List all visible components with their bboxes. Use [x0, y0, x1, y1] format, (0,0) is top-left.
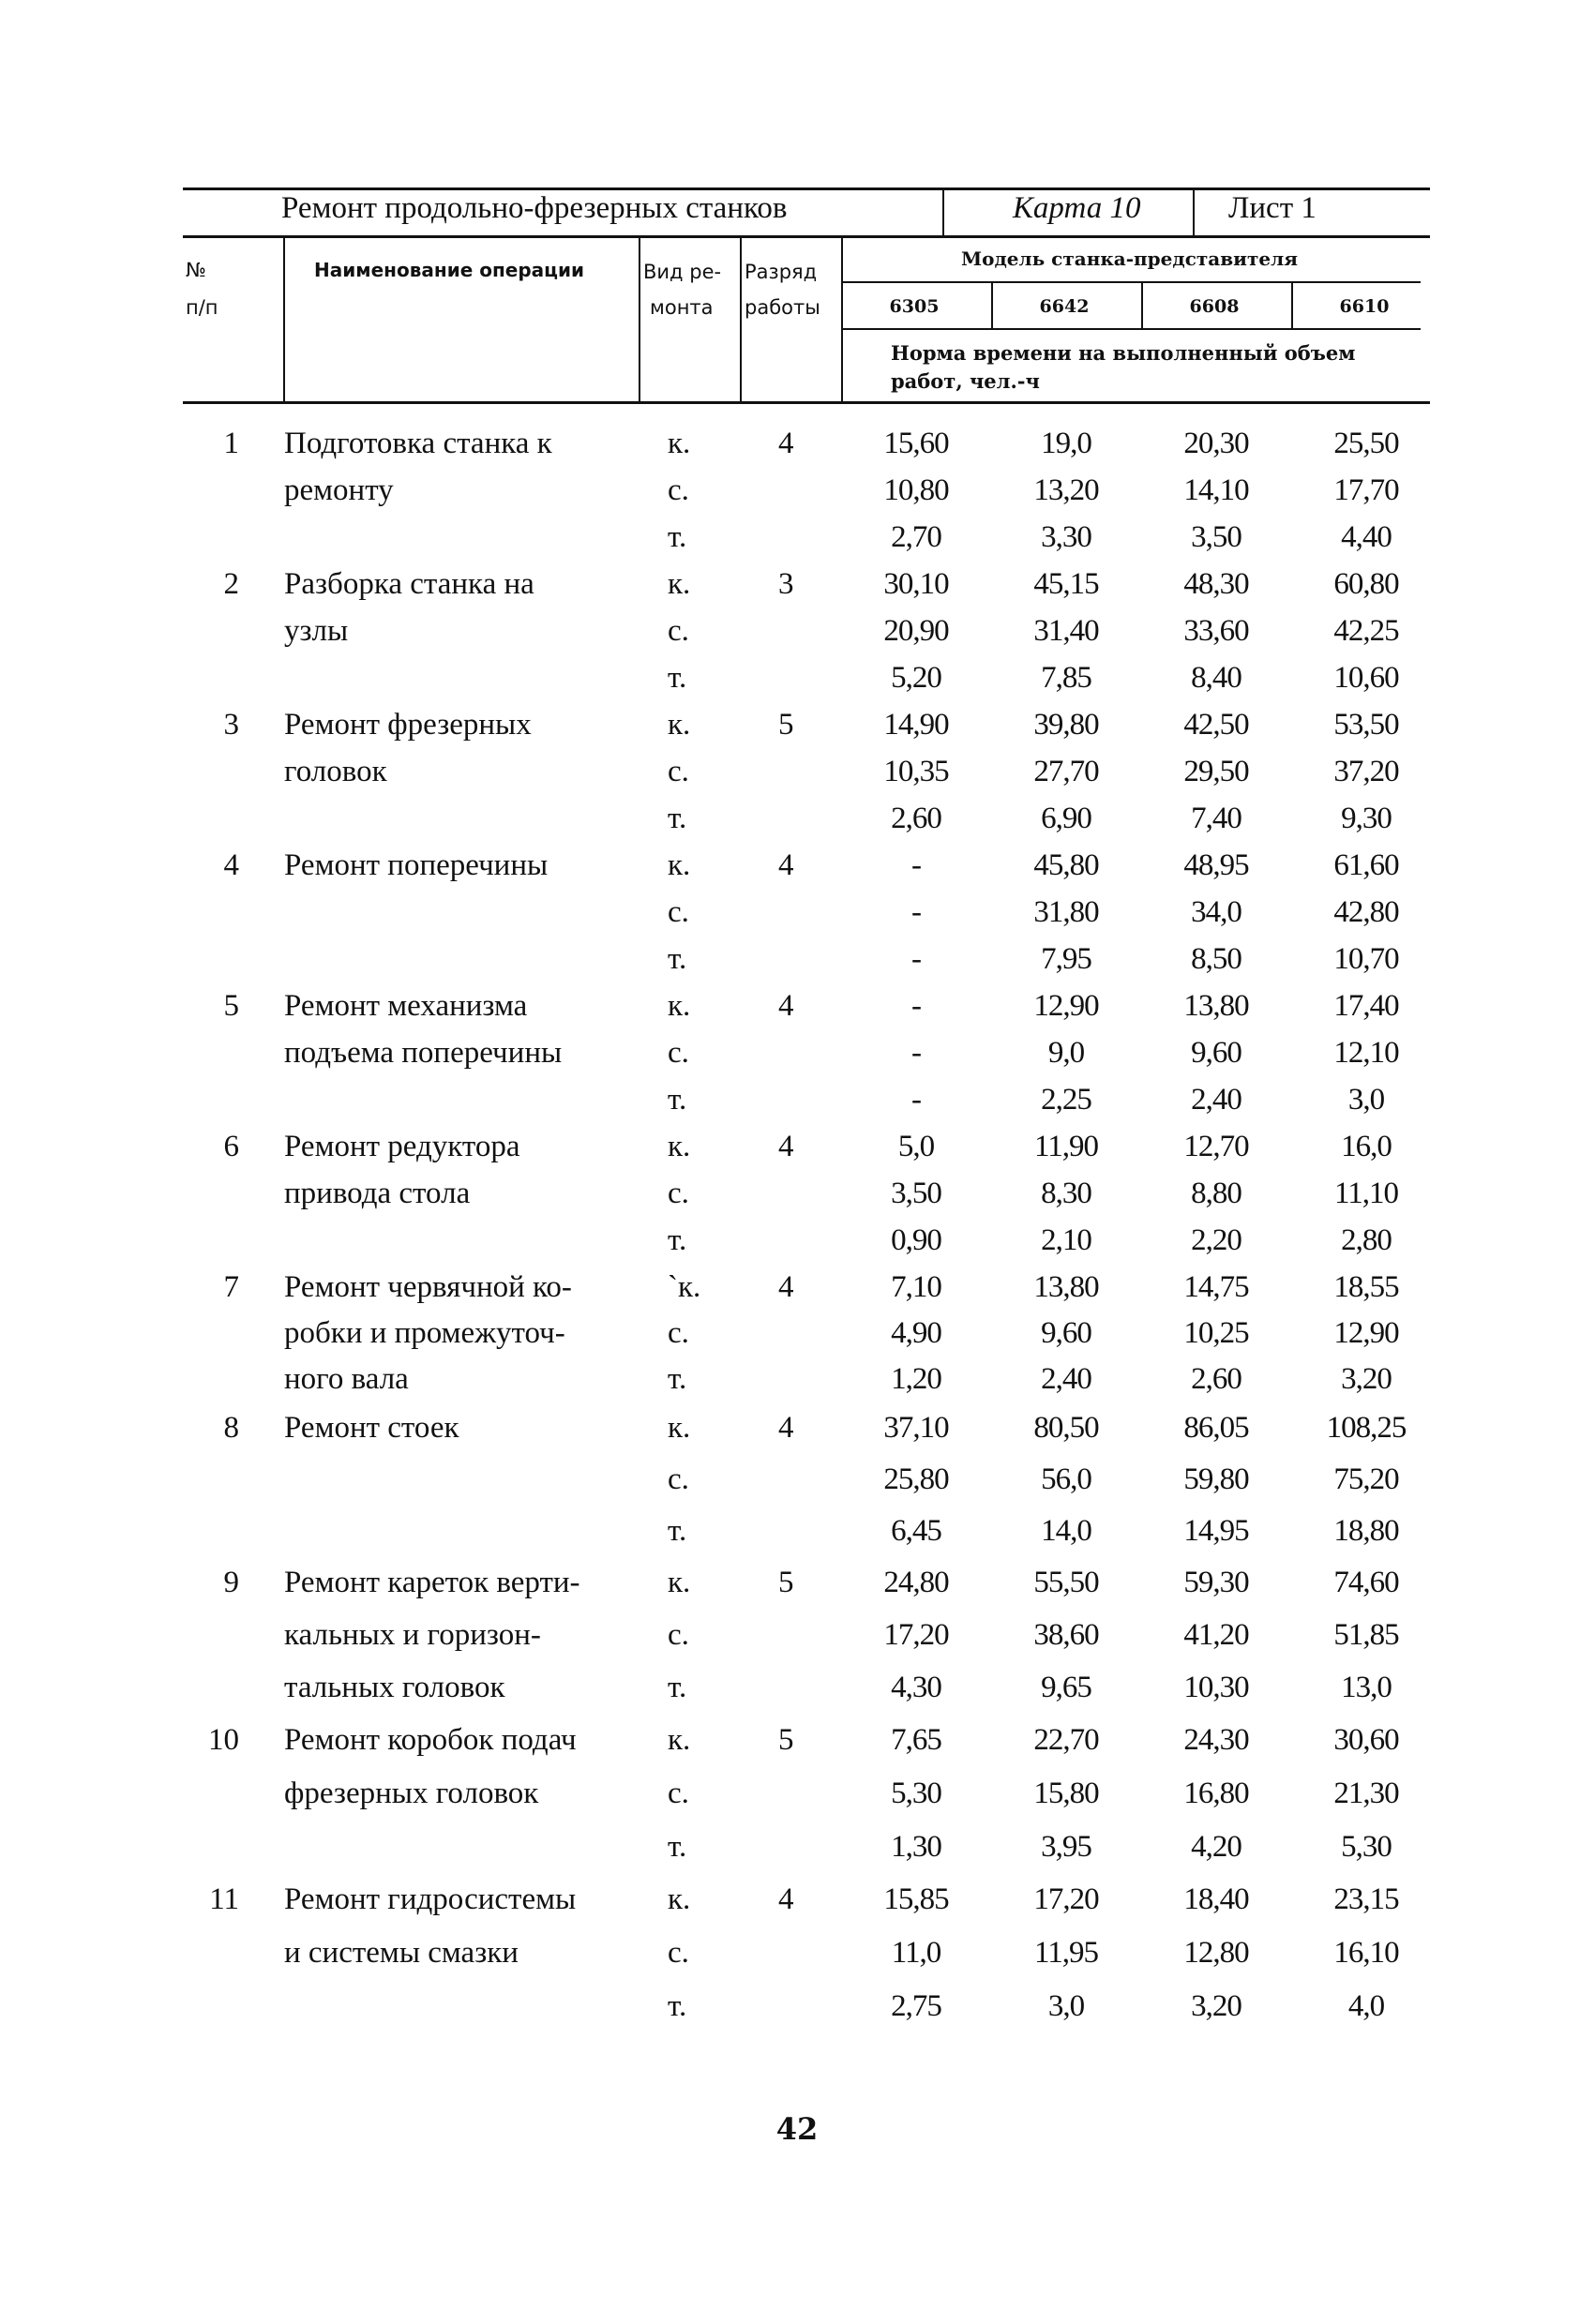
norm-value: 9,30 [1341, 802, 1392, 835]
norm-value: 59,30 [1183, 1566, 1249, 1599]
norm-value: 8,40 [1191, 661, 1241, 695]
norm-value: 10,70 [1333, 942, 1399, 976]
repair-kind: т. [668, 942, 687, 976]
row-number: 3 [223, 708, 239, 742]
norm-value: 15,80 [1033, 1777, 1099, 1810]
header-divider-kind [639, 235, 640, 402]
repair-kind: т. [668, 802, 687, 835]
col-operation-header: Наименование операции [314, 259, 585, 281]
norm-value: - [911, 895, 921, 929]
norm-value: 48,30 [1183, 567, 1249, 601]
norm-value: 24,30 [1183, 1723, 1249, 1757]
header-divider-models [841, 235, 843, 402]
norm-value: 4,0 [1347, 1989, 1385, 2023]
norm-value: 7,65 [891, 1723, 941, 1757]
operation-name-line: робки и промежуточ- [284, 1316, 565, 1350]
norm-value: 2,60 [1191, 1362, 1241, 1396]
row-grade: 4 [778, 427, 794, 460]
norm-value: 86,05 [1183, 1411, 1249, 1445]
norm-value: 11,10 [1333, 1177, 1399, 1210]
repair-kind: с. [668, 614, 689, 648]
repair-kind: т. [668, 1671, 687, 1704]
norm-value: 2,40 [1191, 1083, 1241, 1117]
norm-value: 33,60 [1183, 614, 1249, 648]
row-grade: 5 [778, 1566, 794, 1599]
norm-value: 18,80 [1333, 1514, 1399, 1548]
norm-value: 53,50 [1333, 708, 1399, 742]
repair-kind: к. [668, 1882, 691, 1916]
norm-value: 10,80 [883, 473, 949, 507]
norm-value: 108,25 [1326, 1411, 1407, 1445]
model-divider-3 [1291, 281, 1293, 329]
norm-value: 21,30 [1333, 1777, 1399, 1810]
norm-value: 15,60 [883, 427, 949, 460]
norm-value: 16,10 [1333, 1936, 1399, 1970]
row-grade: 4 [778, 848, 794, 882]
repair-kind: т. [668, 1362, 687, 1396]
norm-value: 4,40 [1341, 520, 1392, 554]
model-values-line [841, 328, 1421, 330]
norm-value: 7,10 [891, 1270, 941, 1304]
norm-value: 51,85 [1333, 1618, 1399, 1652]
model-6608: 6608 [1189, 296, 1240, 317]
repair-kind: к. [668, 1723, 691, 1757]
norm-value: 74,60 [1333, 1566, 1399, 1599]
col-kind-header-1: Вид ре- [643, 261, 722, 283]
norm-value: 6,45 [891, 1514, 941, 1548]
repair-kind: к. [668, 848, 691, 882]
norm-value: 13,20 [1033, 473, 1099, 507]
norm-value: 4,30 [891, 1671, 941, 1704]
row-grade: 5 [778, 1723, 794, 1757]
row-number: 7 [223, 1270, 239, 1304]
norm-value: 17,40 [1333, 989, 1399, 1023]
operation-name-line: головок [284, 755, 387, 788]
norm-value: 4,20 [1191, 1830, 1241, 1864]
norm-value: 2,10 [1041, 1223, 1091, 1257]
norm-value: 16,80 [1183, 1777, 1249, 1810]
norm-value: 37,10 [883, 1411, 949, 1445]
norm-value: 27,70 [1033, 755, 1099, 788]
repair-kind: т. [668, 520, 687, 554]
norm-value: 23,15 [1333, 1882, 1399, 1916]
title-divider-card [942, 187, 944, 236]
norm-value: 7,95 [1041, 942, 1091, 976]
norm-value: 61,60 [1333, 848, 1399, 882]
norm-value: 42,25 [1333, 614, 1399, 648]
norm-value: 17,20 [883, 1618, 949, 1652]
norm-value: 3,50 [891, 1177, 941, 1210]
repair-kind: к. [668, 567, 691, 601]
norm-value: 20,90 [883, 614, 949, 648]
norm-value: 7,40 [1191, 802, 1241, 835]
norm-value: 12,70 [1183, 1130, 1249, 1163]
norm-value: 59,80 [1183, 1462, 1249, 1496]
repair-kind: с. [668, 1777, 689, 1810]
row-number: 4 [223, 848, 239, 882]
row-grade: 4 [778, 1270, 794, 1304]
norm-value: 34,0 [1191, 895, 1241, 929]
operation-name-line: ремонту [284, 473, 394, 507]
operation-name-line: тальных головок [284, 1671, 505, 1704]
repair-kind: т. [668, 1223, 687, 1257]
norm-value: 2,40 [1041, 1362, 1091, 1396]
norm-value: 11,90 [1033, 1130, 1099, 1163]
norm-value: 5,20 [891, 661, 941, 695]
norm-value: 14,10 [1183, 473, 1249, 507]
norm-header-2: работ, чел.-ч [891, 369, 1040, 393]
row-number: 11 [209, 1882, 239, 1916]
norm-value: 14,75 [1183, 1270, 1249, 1304]
norm-value: 30,10 [883, 567, 949, 601]
norm-value: 0,90 [891, 1223, 941, 1257]
operation-name-line: подъема поперечины [284, 1036, 563, 1070]
norm-value: 17,20 [1033, 1882, 1099, 1916]
operation-name-line: Ремонт поперечины [284, 848, 549, 882]
norm-value: 6,90 [1041, 802, 1091, 835]
norm-value: - [911, 1036, 921, 1070]
repair-kind: т. [668, 1989, 687, 2023]
norm-value: - [911, 848, 921, 882]
repair-kind: к. [668, 708, 691, 742]
repair-kind: к. [668, 1566, 691, 1599]
operation-name-line: узлы [284, 614, 349, 648]
header-divider-left [283, 235, 285, 402]
norm-header-1: Норма времени на выполненный объем [891, 341, 1356, 365]
repair-kind: т. [668, 1083, 687, 1117]
model-6610: 6610 [1339, 296, 1390, 317]
norm-value: 30,60 [1333, 1723, 1399, 1757]
row-number: 8 [223, 1411, 239, 1445]
norm-value: 22,70 [1033, 1723, 1099, 1757]
document-title: Ремонт продольно-фрезерных станков [281, 191, 788, 225]
repair-kind: т. [668, 661, 687, 695]
col-grade-header-2: работы [745, 296, 820, 319]
operation-name-line: ного вала [284, 1362, 409, 1396]
norm-value: 42,80 [1333, 895, 1399, 929]
model-divider-1 [991, 281, 993, 329]
norm-value: 38,60 [1033, 1618, 1099, 1652]
norm-value: 11,95 [1033, 1936, 1099, 1970]
norm-value: - [911, 1083, 921, 1117]
norm-value: 3,0 [1047, 1989, 1085, 2023]
operation-name-line: Подготовка станка к [284, 427, 552, 460]
norm-value: 31,40 [1033, 614, 1099, 648]
norm-value: 10,35 [883, 755, 949, 788]
repair-kind: с. [668, 473, 689, 507]
norm-value: 2,80 [1341, 1223, 1392, 1257]
repair-kind: `к. [668, 1270, 701, 1304]
page-number: 42 [775, 2111, 819, 2147]
norm-value: 3,20 [1191, 1989, 1241, 2023]
norm-value: 1,20 [891, 1362, 941, 1396]
norm-value: 80,50 [1033, 1411, 1099, 1445]
repair-kind: с. [668, 755, 689, 788]
norm-value: 2,25 [1041, 1083, 1091, 1117]
norm-value: 3,95 [1041, 1830, 1091, 1864]
norm-value: 4,90 [891, 1316, 941, 1350]
norm-value: 25,50 [1333, 427, 1399, 460]
norm-value: 10,30 [1183, 1671, 1249, 1704]
norm-value: 14,90 [883, 708, 949, 742]
norm-value: 12,10 [1333, 1036, 1399, 1070]
operation-name-line: фрезерных головок [284, 1777, 539, 1810]
norm-value: 10,25 [1183, 1316, 1249, 1350]
row-grade: 4 [778, 989, 794, 1023]
model-group-header: Модель станка-представителя [961, 247, 1298, 270]
repair-kind: к. [668, 1130, 691, 1163]
model-divider-2 [1141, 281, 1143, 329]
repair-kind: к. [668, 989, 691, 1023]
sheet-label: Лист 1 [1228, 191, 1317, 225]
norm-value: 13,80 [1183, 989, 1249, 1023]
header-top-line [183, 187, 1430, 190]
norm-value: 12,90 [1033, 989, 1099, 1023]
title-divider-sheet [1193, 187, 1195, 236]
operation-name-line: Ремонт стоек [284, 1411, 459, 1445]
row-grade: 4 [778, 1882, 794, 1916]
model-header-line [841, 281, 1421, 283]
operation-name-line: Ремонт червячной ко- [284, 1270, 572, 1304]
norm-value: 3,30 [1041, 520, 1091, 554]
row-number: 2 [223, 567, 239, 601]
col-num-header-2: п/п [186, 296, 218, 319]
repair-kind: с. [668, 1177, 689, 1210]
row-grade: 4 [778, 1130, 794, 1163]
norm-value: 24,80 [883, 1566, 949, 1599]
norm-value: 42,50 [1183, 708, 1249, 742]
repair-kind: с. [668, 895, 689, 929]
norm-value: 3,20 [1341, 1362, 1392, 1396]
row-grade: 3 [778, 567, 794, 601]
norm-value: 60,80 [1333, 567, 1399, 601]
norm-value: 10,60 [1333, 661, 1399, 695]
norm-value: 18,40 [1183, 1882, 1249, 1916]
norm-value: 45,80 [1033, 848, 1099, 882]
norm-value: 9,0 [1047, 1036, 1085, 1070]
col-num-header-1: № [186, 259, 206, 281]
norm-value: 8,30 [1041, 1177, 1091, 1210]
norm-value: 13,0 [1341, 1671, 1392, 1704]
norm-value: 9,65 [1041, 1671, 1091, 1704]
col-grade-header-1: Разряд [745, 261, 818, 283]
operation-name-line: Ремонт коробок подач [284, 1723, 577, 1757]
repair-kind: с. [668, 1036, 689, 1070]
norm-value: 48,95 [1183, 848, 1249, 882]
norm-value: - [911, 989, 921, 1023]
norm-value: 9,60 [1041, 1316, 1091, 1350]
repair-kind: т. [668, 1514, 687, 1548]
row-grade: 5 [778, 708, 794, 742]
repair-kind: с. [668, 1618, 689, 1652]
norm-value: 8,50 [1191, 942, 1241, 976]
col-kind-header-2: монта [650, 296, 714, 319]
operation-name-line: Ремонт фрезерных [284, 708, 532, 742]
operation-name-line: Разборка станка на [284, 567, 534, 601]
operation-name-line: Ремонт кареток верти- [284, 1566, 580, 1599]
norm-value: 37,20 [1333, 755, 1399, 788]
operation-name-line: Ремонт механизма [284, 989, 528, 1023]
norm-value: 13,80 [1033, 1270, 1099, 1304]
operation-name-line: кальных и горизон- [284, 1618, 541, 1652]
norm-value: 75,20 [1333, 1462, 1399, 1496]
norm-value: 5,0 [897, 1130, 935, 1163]
row-number: 10 [208, 1723, 239, 1757]
norm-value: 1,30 [891, 1830, 941, 1864]
row-number: 5 [223, 989, 239, 1023]
norm-value: 20,30 [1183, 427, 1249, 460]
card-label: Карта 10 [1013, 191, 1141, 225]
norm-value: 14,0 [1041, 1514, 1091, 1548]
norm-value: 2,70 [891, 520, 941, 554]
norm-value: 8,80 [1191, 1177, 1241, 1210]
norm-value: 29,50 [1183, 755, 1249, 788]
norm-value: 2,75 [891, 1989, 941, 2023]
norm-value: 9,60 [1191, 1036, 1241, 1070]
model-6305: 6305 [889, 296, 940, 317]
norm-value: 7,85 [1041, 661, 1091, 695]
norm-value: 12,90 [1333, 1316, 1399, 1350]
norm-value: 2,60 [891, 802, 941, 835]
norm-value: 11,0 [891, 1936, 941, 1970]
repair-kind: т. [668, 1830, 687, 1864]
norm-value: 12,80 [1183, 1936, 1249, 1970]
model-6642: 6642 [1039, 296, 1090, 317]
row-number: 1 [223, 427, 239, 460]
header-divider-grade [740, 235, 742, 402]
norm-value: 56,0 [1041, 1462, 1091, 1496]
norm-value: 39,80 [1033, 708, 1099, 742]
norm-value: 17,70 [1333, 473, 1399, 507]
norm-value: 14,95 [1183, 1514, 1249, 1548]
norm-value: - [911, 942, 921, 976]
operation-name-line: и системы смазки [284, 1936, 519, 1970]
norm-value: 5,30 [1341, 1830, 1392, 1864]
repair-kind: с. [668, 1936, 689, 1970]
table-header-bottom-line [183, 401, 1430, 404]
norm-value: 5,30 [891, 1777, 941, 1810]
norm-value: 3,50 [1191, 520, 1241, 554]
header-bottom-line [183, 235, 1430, 238]
operation-name-line: Ремонт гидросистемы [284, 1882, 577, 1916]
norm-value: 3,0 [1347, 1083, 1385, 1117]
norm-value: 25,80 [883, 1462, 949, 1496]
norm-value: 19,0 [1041, 427, 1091, 460]
row-grade: 4 [778, 1411, 794, 1445]
norm-value: 15,85 [883, 1882, 949, 1916]
norm-value: 41,20 [1183, 1618, 1249, 1652]
repair-kind: с. [668, 1316, 689, 1350]
repair-kind: с. [668, 1462, 689, 1496]
operation-name-line: Ремонт редуктора [284, 1130, 520, 1163]
repair-kind: к. [668, 427, 691, 460]
repair-kind: к. [668, 1411, 691, 1445]
norm-value: 45,15 [1033, 567, 1099, 601]
norm-value: 16,0 [1341, 1130, 1392, 1163]
norm-value: 18,55 [1333, 1270, 1399, 1304]
norm-value: 55,50 [1033, 1566, 1099, 1599]
operation-name-line: привода стола [284, 1177, 471, 1210]
row-number: 6 [223, 1130, 239, 1163]
row-number: 9 [223, 1566, 239, 1599]
norm-value: 2,20 [1191, 1223, 1241, 1257]
norm-value: 31,80 [1033, 895, 1099, 929]
